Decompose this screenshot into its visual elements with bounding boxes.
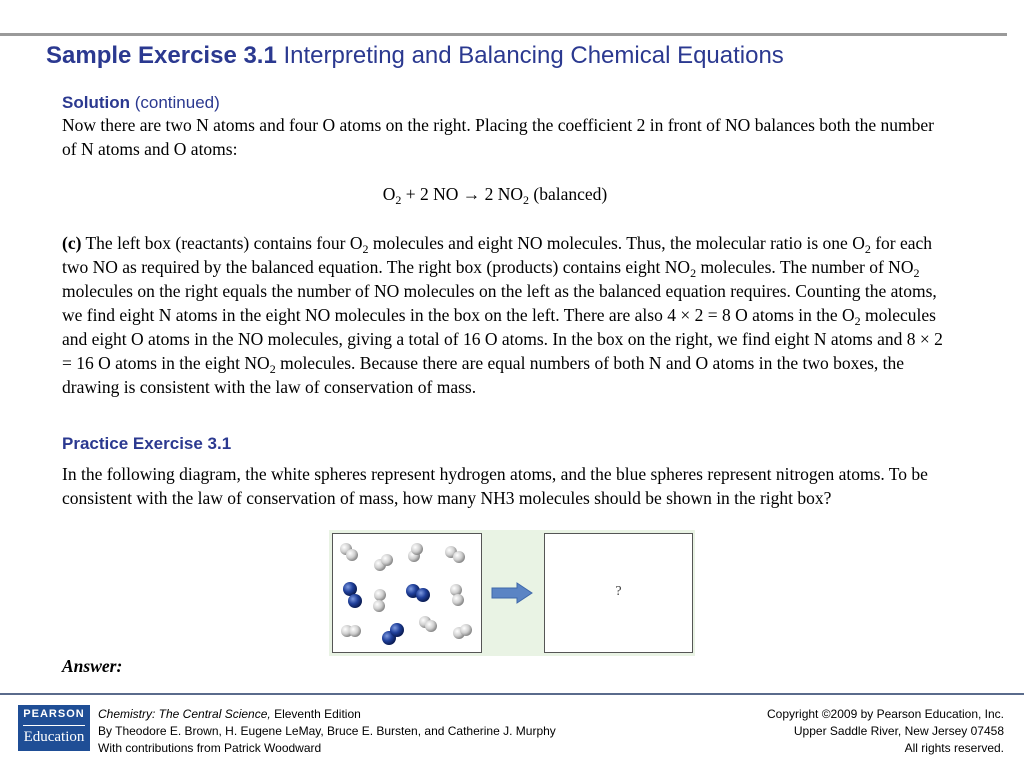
solution-continued: (continued) bbox=[134, 93, 220, 112]
h2-molecule bbox=[408, 543, 423, 562]
unknown-products-mark: ? bbox=[615, 584, 622, 599]
answer-label: Answer: bbox=[62, 656, 123, 676]
solution-heading bbox=[62, 93, 220, 113]
n2-molecule bbox=[406, 584, 430, 602]
balanced-equation: $O_2 + 2$ NO → 2 $NO_2$ (balanced) bbox=[382, 184, 608, 207]
footer-edition: Eleventh Edition bbox=[270, 707, 361, 721]
footer-authors: By Theodore E. Brown, H. Eugene LeMay, Bruce E. Bursten, and Catherine J. Murphy bbox=[98, 724, 556, 738]
h2-molecule bbox=[340, 543, 358, 561]
copyright-line: Copyright ©2009 by Pearson Education, Inc. bbox=[767, 707, 1004, 721]
top-divider bbox=[0, 33, 1007, 36]
h2-molecule bbox=[419, 616, 437, 632]
h2-molecule bbox=[453, 624, 472, 639]
footer-contributions: With contributions from Patrick Woodward bbox=[98, 741, 322, 755]
address-line: Upper Saddle River, New Jersey 07458 bbox=[793, 724, 1004, 738]
rights-line: All rights reserved. bbox=[904, 741, 1004, 755]
slide-title bbox=[46, 42, 784, 70]
h2-molecule bbox=[341, 625, 361, 637]
solution-intro: Now there are two N atoms and four O atoms on the right. Placing the coefficient 2 in front of NO balances both the number of N atoms and O atoms: bbox=[62, 115, 935, 159]
h2-molecule bbox=[445, 546, 465, 563]
solution-label: Solution bbox=[62, 93, 130, 112]
pearson-logo: PEARSON Education bbox=[18, 705, 90, 751]
title-topic: Interpreting and Balancing Chemical Equations bbox=[283, 42, 784, 69]
footer-divider bbox=[0, 693, 1024, 695]
n2-molecule bbox=[382, 623, 404, 645]
molecule-drawing bbox=[333, 534, 481, 652]
footer-book-title: Chemistry: The Central Science, bbox=[98, 707, 271, 721]
practice-question: In the following diagram, the white spheres represent hydrogen atoms, and the blue spheres represent nitrogen atoms. To be consistent with the law of conservation of mass, how many NH3 molecules should be shown in the right box? bbox=[62, 464, 928, 508]
h2-molecule bbox=[374, 554, 393, 571]
practice-heading: Practice Exercise 3.1 bbox=[62, 434, 232, 453]
molecule-diagram bbox=[329, 530, 695, 656]
footer-copyright bbox=[767, 706, 1004, 757]
n2-molecule bbox=[343, 582, 362, 608]
part-c-label: (c) bbox=[62, 233, 82, 253]
h2-molecule bbox=[373, 589, 386, 612]
reaction-arrow-icon bbox=[491, 582, 533, 604]
reactants-box bbox=[332, 533, 482, 653]
part-c-paragraph: (c) The left box (reactants) contains four $O_2$ molecules and eight NO molecules. Thus, the molecular ratio is one $O_2$ for each two NO as required by the balanced equation. The right box (products) contains eight $NO_2$ molecules. The number of $NO_2$ molecules on the right equals the number of NO molecules on the left as the balanced equation requires. Counting the atoms, we find eight N atoms in the eight NO molecules in the box on the left. There are also 4 × 2 = 8 O atoms in the $O_2$ molecules and eight O atoms in the NO molecules, giving a total of 16 O atoms. In the box on the right, we find eight N atoms and 8 × 2 = 16 O atoms in the eight $NO_2$ molecules. Because there are equal numbers of both N and O atoms in the two boxes, the drawing is consistent with the law of conservation of mass. bbox=[62, 233, 943, 397]
footer-book-line bbox=[98, 706, 556, 723]
title-exercise-number: Sample Exercise 3.1 bbox=[46, 42, 277, 69]
products-box bbox=[544, 533, 693, 653]
h2-molecule bbox=[450, 584, 464, 606]
footer-citation bbox=[98, 706, 556, 757]
